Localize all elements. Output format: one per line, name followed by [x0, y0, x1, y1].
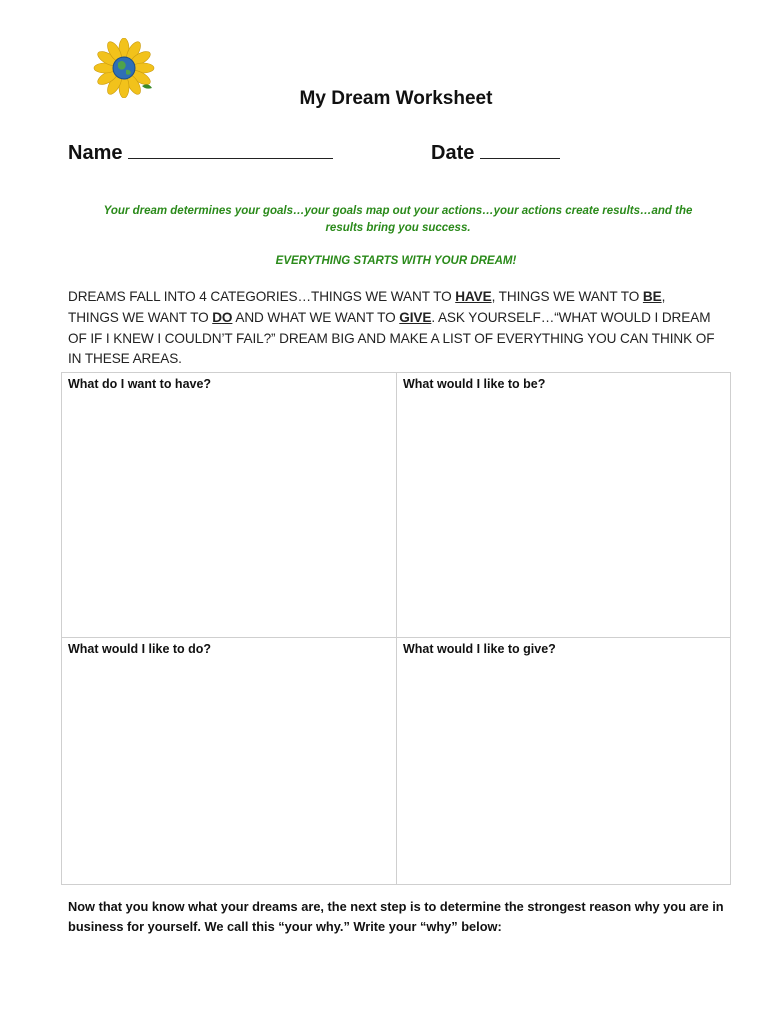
do-keyword: DO [212, 309, 233, 325]
page-title: My Dream Worksheet [299, 88, 493, 109]
your-why-instructions: Now that you know what your dreams are, the next step is to determine the strongest reason why you are in business for yourself. We call this “your why.” Write your “why” below: [68, 899, 724, 934]
date-label: Date [431, 142, 475, 164]
cell-be-label: What would I like to be? [403, 377, 546, 391]
cell-do-area[interactable] [62, 660, 395, 884]
cell-give-label: What would I like to give? [403, 642, 556, 656]
intro-paragraph: DREAMS FALL INTO 4 CATEGORIES…THINGS WE WANT TO HAVE, THINGS WE WANT TO BE, THINGS WE WANT TO DO AND WHAT WE WANT TO GIVE. ASK YOURSELF…“WHAT WOULD I DREAM OF IF I KNEW I COULDN’T FAIL?” DREAM BIG AND MAKE A LIST OF EVERYTHING YOU CAN THINK OF IN THESE AREAS. [68, 289, 715, 367]
give-keyword: GIVE [399, 309, 432, 325]
cell-do-label: What would I like to do? [68, 642, 212, 656]
name-line[interactable] [128, 144, 333, 159]
name-field[interactable] [68, 142, 333, 165]
be-keyword: BE [642, 289, 662, 304]
have-keyword: HAVE [455, 289, 492, 304]
name-label: Name [68, 142, 123, 164]
table-horizontal-divider [61, 637, 731, 638]
tagline [78, 203, 718, 237]
cell-have-area[interactable] [62, 395, 395, 636]
tagline-line-1: Your dream determines your goals…your goals map out your actions…your actions create results…and the [103, 205, 693, 217]
date-line[interactable] [480, 144, 560, 159]
date-field[interactable] [431, 142, 560, 165]
cell-be-area[interactable] [397, 395, 730, 636]
cell-give-area[interactable] [397, 660, 730, 884]
cell-have-label: What do I want to have? [68, 377, 212, 391]
tagline-emphasis: EVERYTHING STARTS WITH YOUR DREAM! [275, 255, 517, 267]
tagline-line-2: results bring you success. [325, 222, 471, 234]
